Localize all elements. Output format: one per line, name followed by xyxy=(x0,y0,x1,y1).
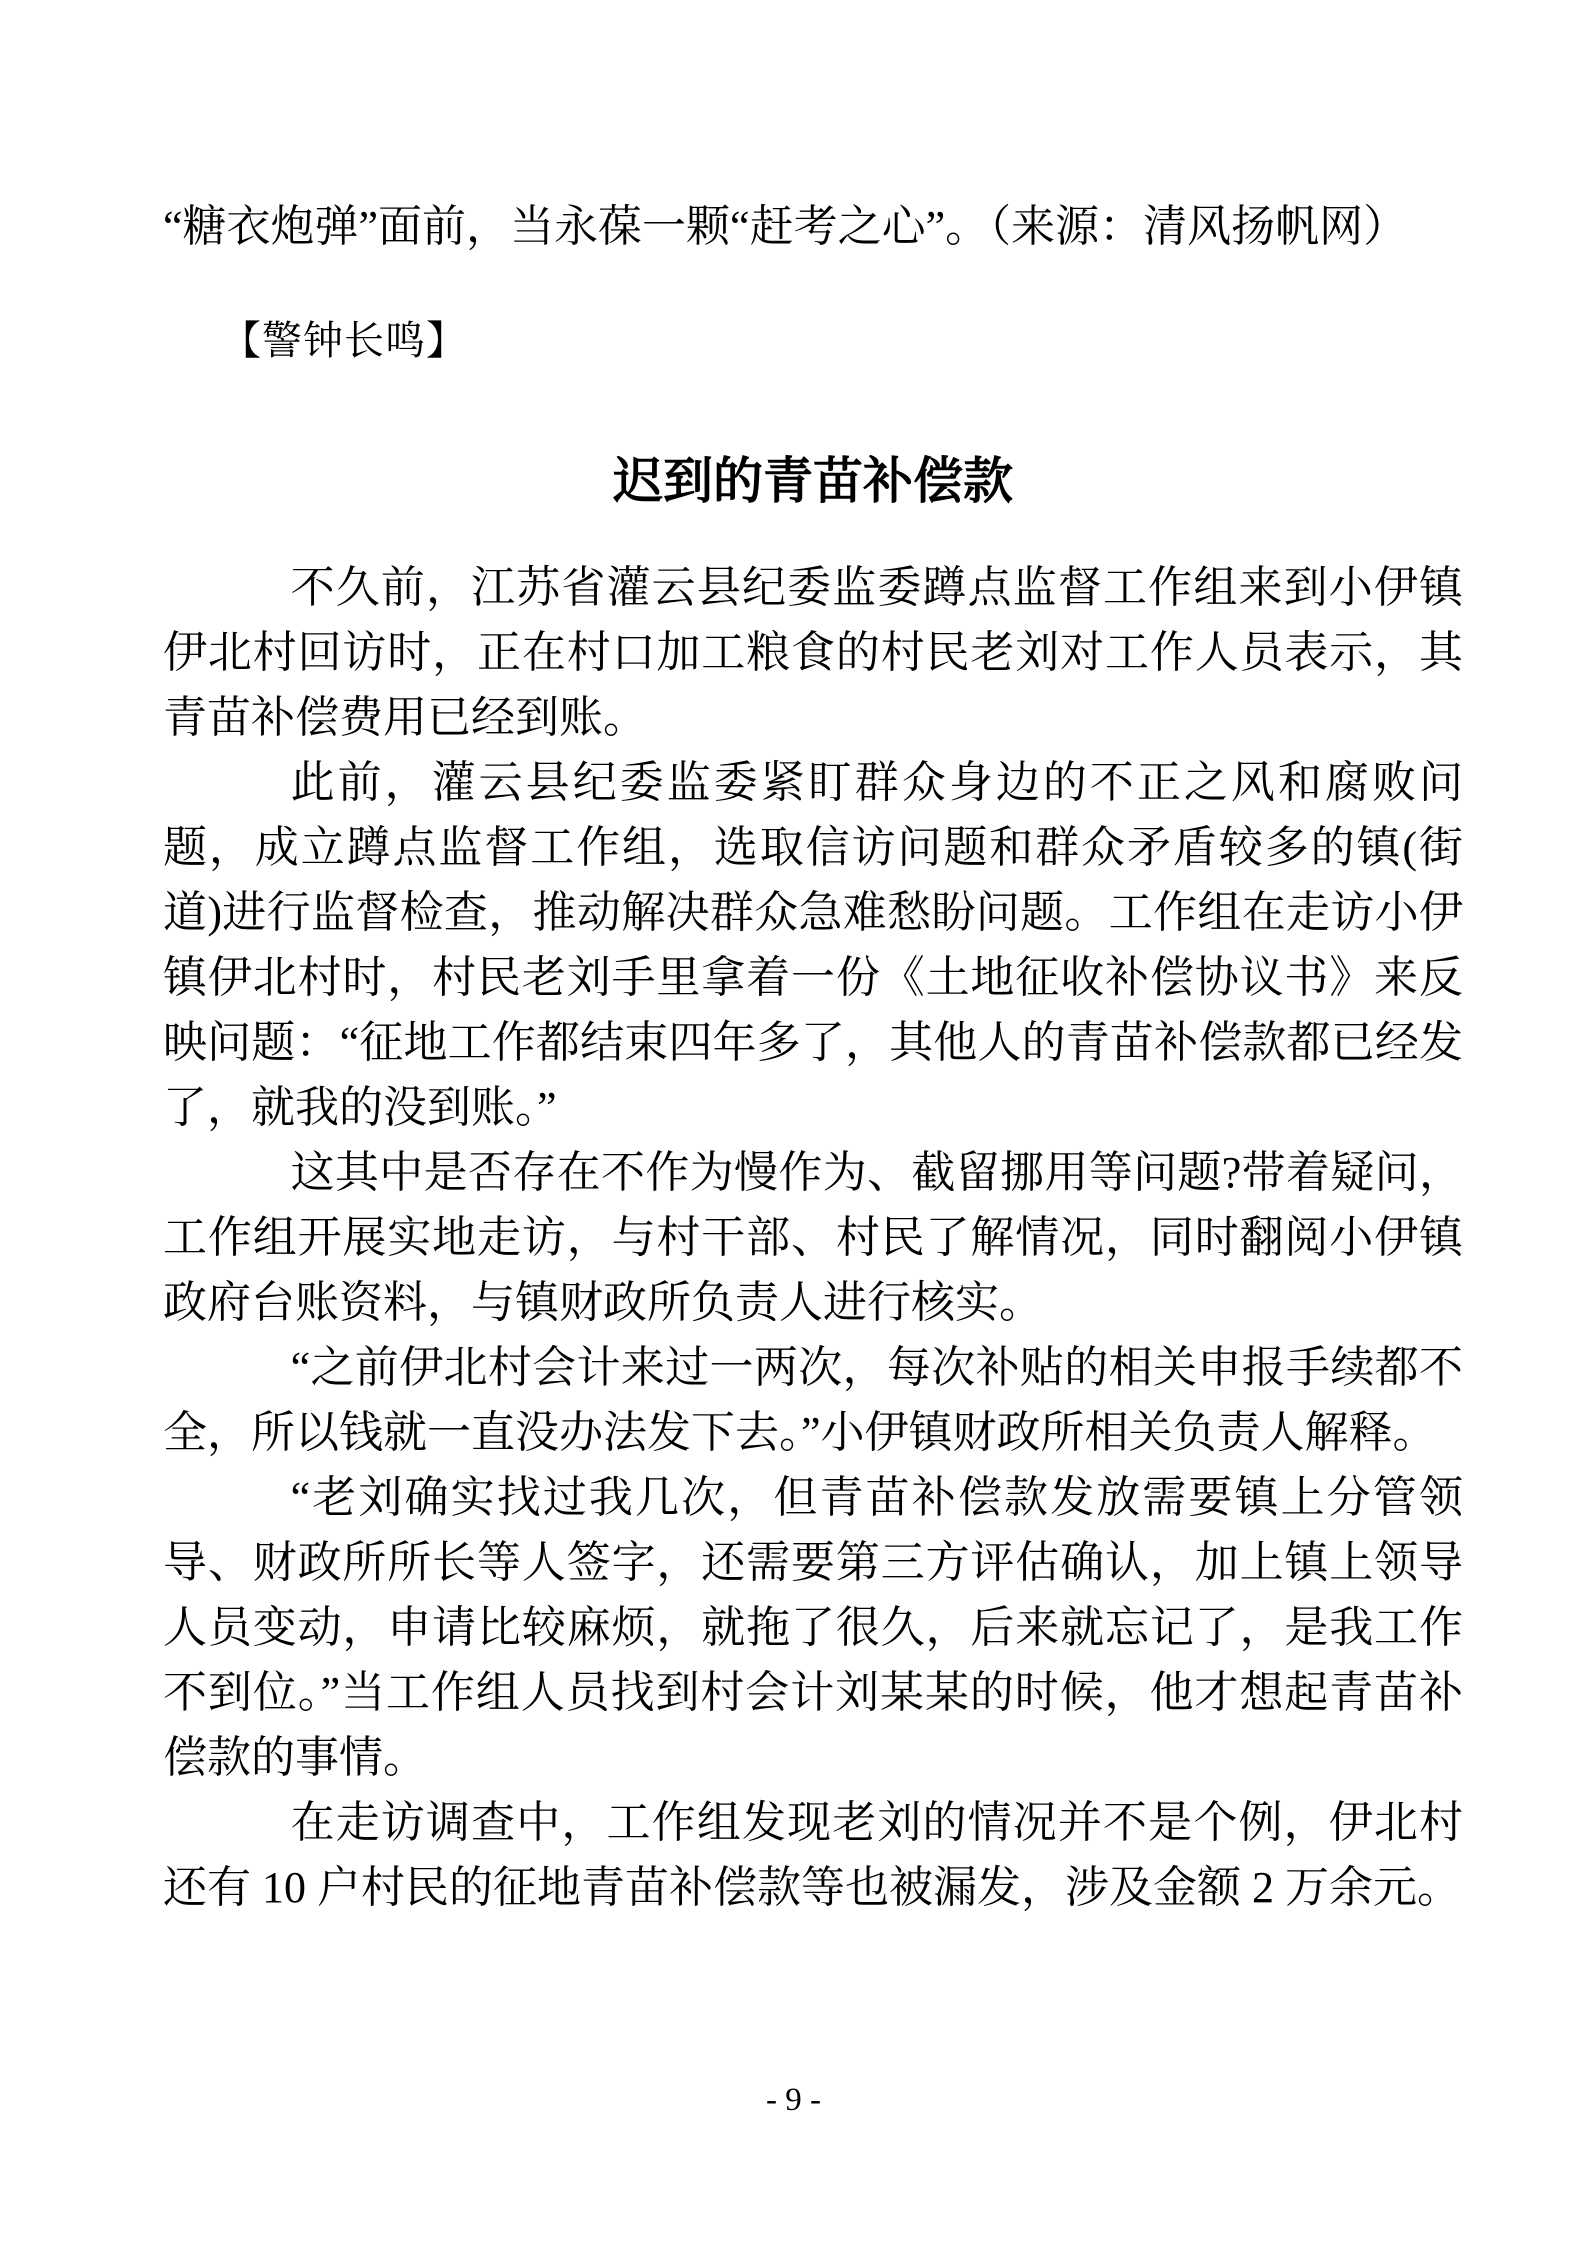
page-number: - 9 - xyxy=(766,2082,821,2118)
article-body xyxy=(163,555,1463,1920)
body-paragraph: “之前伊北村会计来过一两次，每次补贴的相关申报手续都不全，所以钱就一直没办法发下去。”小伊镇财政所相关负责人解释。 xyxy=(163,1343,1463,1457)
document-content xyxy=(163,196,1463,1920)
article-title: 迟到的青苗补偿款 xyxy=(613,453,1013,509)
body-paragraph: 这其中是否存在不作为慢作为、截留挪用等问题?带着疑问，工作组开展实地走访，与村干部、村民了解情况，同时翻阅小伊镇政府台账资料，与镇财政所负责人进行核实。 xyxy=(163,1148,1463,1327)
body-paragraph: “老刘确实找过我几次，但青苗补偿款发放需要镇上分管领导、财政所所长等人签字，还需要第三方评估确认，加上镇上领导人员变动，申请比较麻烦，就拖了很久，后来就忘记了，是我工作不到位。”当工作组人员找到村会计刘某某的时候，他才想起青苗补偿款的事情。 xyxy=(163,1473,1463,1782)
lead-paragraph: “糖衣炮弹”面前，当永葆一颗“赶考之心”。（来源：清风扬帆网） xyxy=(163,202,1408,251)
body-paragraph: 不久前，江苏省灌云县纪委监委蹲点监督工作组来到小伊镇伊北村回访时，正在村口加工粮食的村民老刘对工作人员表示，其青苗补偿费用已经到账。 xyxy=(163,563,1463,742)
section-header: 【警钟长鸣】 xyxy=(221,318,467,363)
body-paragraph: 在走访调查中，工作组发现老刘的情况并不是个例，伊北村还有 10 户村民的征地青苗补偿款等也被漏发，涉及金额 2 万余元。 xyxy=(163,1798,1463,1912)
body-paragraph: 此前，灌云县纪委监委紧盯群众身边的不正之风和腐败问题，成立蹲点监督工作组，选取信访问题和群众矛盾较多的镇(街道)进行监督检查，推动解决群众急难愁盼问题。工作组在走访小伊镇伊北村时，村民老刘手里拿着一份《土地征收补偿协议书》来反映问题：“征地工作都结束四年多了，其他人的青苗补偿款都已经发了，就我的没到账。” xyxy=(163,758,1463,1132)
